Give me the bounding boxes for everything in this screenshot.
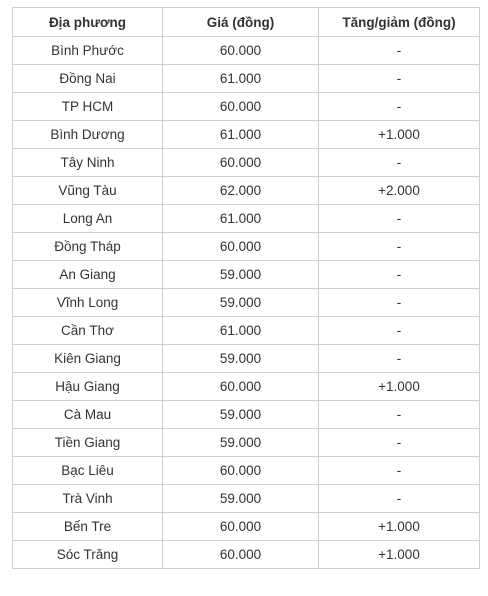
cell-region: Cần Thơ [13, 317, 163, 345]
cell-region: Trà Vinh [13, 485, 163, 513]
table-row [13, 485, 480, 513]
header-row [13, 8, 480, 37]
cell-price: 61.000 [163, 121, 319, 149]
cell-region: Đồng Nai [13, 65, 163, 93]
cell-price: 59.000 [163, 429, 319, 457]
cell-change: +1.000 [319, 513, 480, 541]
cell-change: - [319, 457, 480, 485]
cell-region: Vũng Tàu [13, 177, 163, 205]
cell-price: 60.000 [163, 149, 319, 177]
cell-price: 62.000 [163, 177, 319, 205]
cell-region: Bến Tre [13, 513, 163, 541]
cell-region: Cà Mau [13, 401, 163, 429]
table-row [13, 429, 480, 457]
cell-price: 60.000 [163, 513, 319, 541]
table-row [13, 93, 480, 121]
table-row [13, 457, 480, 485]
cell-region: Long An [13, 205, 163, 233]
cell-region: Bình Dương [13, 121, 163, 149]
cell-change: - [319, 37, 480, 65]
cell-price: 60.000 [163, 233, 319, 261]
cell-change: - [319, 289, 480, 317]
cell-region: Tây Ninh [13, 149, 163, 177]
cell-change: - [319, 261, 480, 289]
cell-region: TP HCM [13, 93, 163, 121]
cell-change: - [319, 345, 480, 373]
cell-price: 60.000 [163, 93, 319, 121]
table-row [13, 541, 480, 569]
cell-price: 59.000 [163, 401, 319, 429]
cell-change: - [319, 233, 480, 261]
table-row [13, 401, 480, 429]
table-row [13, 177, 480, 205]
cell-change: +1.000 [319, 121, 480, 149]
table-row [13, 149, 480, 177]
cell-price: 60.000 [163, 373, 319, 401]
cell-price: 61.000 [163, 317, 319, 345]
table-row [13, 37, 480, 65]
cell-price: 60.000 [163, 457, 319, 485]
cell-price: 60.000 [163, 541, 319, 569]
cell-price: 61.000 [163, 65, 319, 93]
cell-change: - [319, 205, 480, 233]
cell-price: 61.000 [163, 205, 319, 233]
cell-region: Bình Phước [13, 37, 163, 65]
cell-change: +1.000 [319, 541, 480, 569]
price-table [12, 7, 480, 569]
cell-region: Đồng Tháp [13, 233, 163, 261]
cell-price: 59.000 [163, 345, 319, 373]
header-region: Địa phương [13, 8, 163, 37]
cell-change: - [319, 149, 480, 177]
table-row [13, 233, 480, 261]
table-row [13, 373, 480, 401]
cell-region: Sóc Trăng [13, 541, 163, 569]
cell-price: 59.000 [163, 289, 319, 317]
table-row [13, 289, 480, 317]
header-change: Tăng/giảm (đồng) [319, 8, 480, 37]
table-row [13, 513, 480, 541]
cell-change: +2.000 [319, 177, 480, 205]
cell-change: +1.000 [319, 373, 480, 401]
table-row [13, 317, 480, 345]
cell-region: Hậu Giang [13, 373, 163, 401]
cell-change: - [319, 401, 480, 429]
cell-change: - [319, 485, 480, 513]
cell-region: Kiên Giang [13, 345, 163, 373]
table-row [13, 261, 480, 289]
table-row [13, 205, 480, 233]
cell-price: 60.000 [163, 37, 319, 65]
table-row [13, 65, 480, 93]
cell-change: - [319, 317, 480, 345]
cell-price: 59.000 [163, 261, 319, 289]
cell-change: - [319, 429, 480, 457]
header-price: Giá (đồng) [163, 8, 319, 37]
cell-region: An Giang [13, 261, 163, 289]
cell-region: Vĩnh Long [13, 289, 163, 317]
table-header [13, 8, 480, 37]
cell-region: Tiền Giang [13, 429, 163, 457]
cell-price: 59.000 [163, 485, 319, 513]
table-row [13, 121, 480, 149]
cell-change: - [319, 65, 480, 93]
table-row [13, 345, 480, 373]
cell-region: Bạc Liêu [13, 457, 163, 485]
table-body [13, 37, 480, 569]
cell-change: - [319, 93, 480, 121]
